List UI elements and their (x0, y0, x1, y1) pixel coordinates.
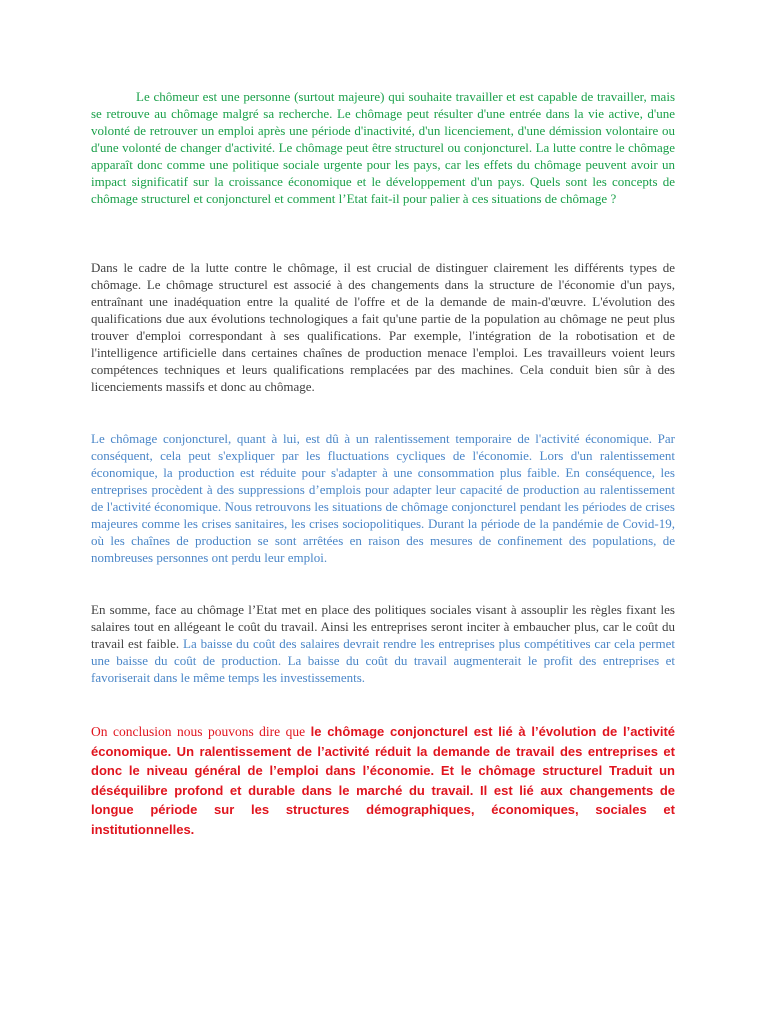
conclusion-body-text: le chômage conjoncturel est lié à l’évolution de l’activité économique. Un ralentissement de l’activité réduit la demande de travail des entreprises et donc le niveau général de l’emploi dans l’économie. Et le chômage structurel Traduit un déséquilibre profond et durable dans le marché du travail. Il est lié aux changements de longue période sur les structures démographiques, économiques, sociales et institutionnelles. (91, 724, 675, 837)
intro-paragraph: Le chômeur est une personne (surtout majeure) qui souhaite travailler et est capable de travailler, mais se retrouve au chômage malgré sa recherche. Le chômage peut résulter d'une entrée dans la vie active, d'une volonté de retrouver un emploi après une période d'inactivité, d'un licenciement, d'une démission volontaire ou d'une volonté de changer d'activité. Le chômage peut être structurel ou conjoncturel. La lutte contre le chômage apparaît donc comme une politique sociale urgente pour les pays, car les effets du chômage peuvent avoir un impact significatif sur la croissance économique et le développement d'un pays. Quels sont les concepts de chômage structurel et conjoncturel et comment l’Etat fait-il pour palier à ces situations de chômage ? (91, 89, 675, 206)
conclusion-lead-text: On conclusion nous pouvons dire que (91, 724, 311, 739)
salary-cost-text: La baisse du coût des salaires devrait rendre les entreprises plus compétitives car cela permet une baisse du coût de production. La baisse du coût du travail augmenterait le profit des entreprises et favoriserait dans le même temps les investissements. (91, 636, 675, 685)
cyclical-unemployment-paragraph: Le chômage conjoncturel, quant à lui, est dû à un ralentissement temporaire de l'activité économique. Par conséquent, cela peut s'expliquer par les fluctuations cycliques de l'économie. Lors d'un ralentissement économique, la production est réduite pour s'adapter à une consommation plus faible. En conséquence, les entreprises procèdent à des suppressions d’emplois pour adapter leur capacité de production au ralentissement de l'activité économique. Nous retrouvons les situations de chômage conjoncturel pendant les périodes de crises majeures comme les crises sanitaires, les crises sociopolitiques. Durant la période de la pandémie de Covid-19, où les chaînes de production se sont arrêtées en raison des mesures de confinement des populations, de nombreuses personnes ont perdu leur emploi. (91, 431, 675, 565)
state-policy-paragraph (91, 601, 675, 686)
structural-unemployment-paragraph: Dans le cadre de la lutte contre le chômage, il est crucial de distinguer clairement les différents types de chômage. Le chômage structurel est associé à des changements dans la structure de l'économie d'un pays, entraînant une inadéquation entre la qualité de l'offre et de la demande de main-d'œuvre. L'évolution des qualifications due aux évolutions technologiques a fait qu'une partie de la population au chômage ne peut plus trouver d'emploi correspondant à ses qualifications. Par exemple, l'intégration de la robotisation et de l'intelligence artificielle dans certaines chaînes de production menace l'emploi. Les travailleurs voient leurs compétences techniques et leurs qualifications remplacées par des machines. Cela conduit bien sûr à des licenciements massifs et donc au chômage. (91, 260, 675, 394)
conclusion-paragraph (91, 722, 675, 839)
state-policy-text: En somme, face au chômage l’Etat met en place des politiques sociales visant à assouplir les règles fixant les salaires tout en allégeant le coût du travail. Ainsi les entreprises seront inciter à embaucher plus, car le coût du travail est faible. (91, 602, 675, 651)
